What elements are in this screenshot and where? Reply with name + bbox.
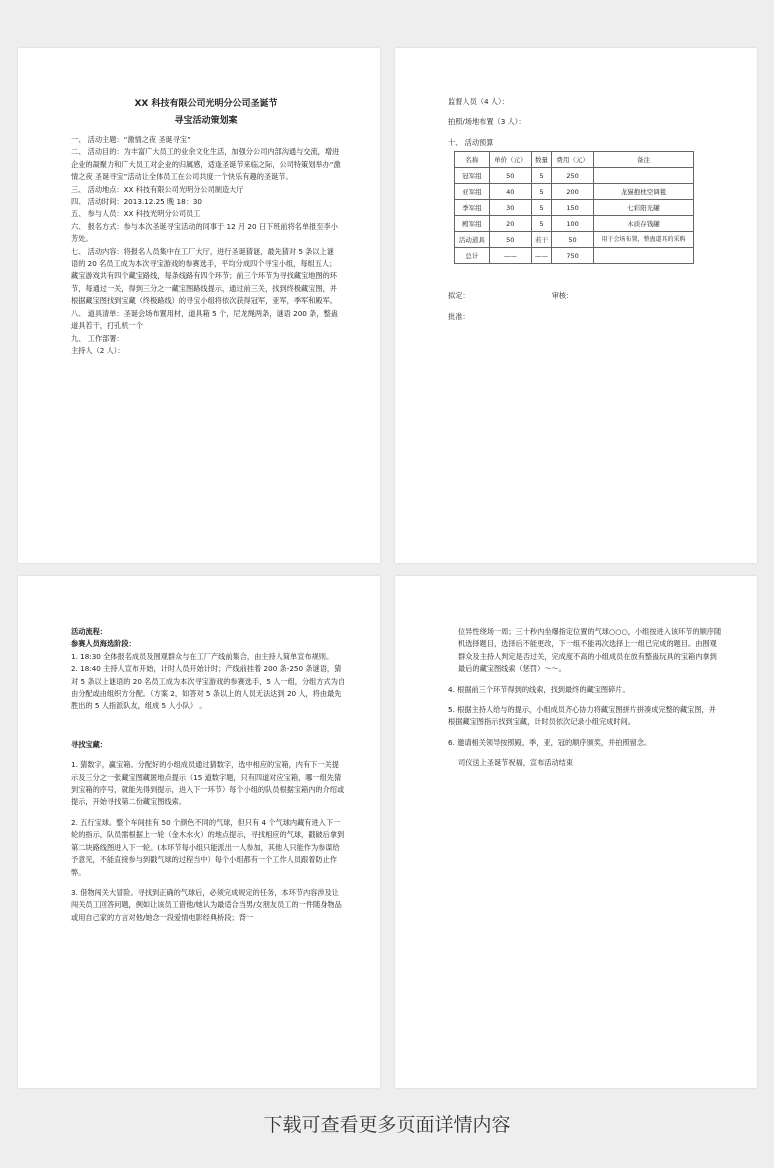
item-theme: 一、 活动主题：“激情之夜 圣诞寻宝”	[71, 135, 191, 144]
supervisors-line: 监督人员（4 人）：	[448, 97, 509, 106]
header-note: 备注	[594, 152, 694, 168]
draft-label: 拟定：	[448, 291, 470, 301]
cell-unit-price: 30	[489, 200, 531, 216]
cell-name: 亚军组	[455, 184, 490, 200]
cell-note: 龙猫抱枕空调毯	[594, 184, 694, 200]
doc-title-line2: 寻宝活动策划案	[174, 116, 238, 126]
cell-cost: 200	[552, 184, 594, 200]
doc-title-line1: XX 科技有限公司光明分公司圣诞节	[134, 99, 278, 109]
item-registration: 六、 报名方式：参与本次圣诞寻宝活动的同事于 12 月 20 日下班前将名单报至李小芳处。	[71, 221, 338, 244]
review-label: 审核：	[551, 291, 574, 301]
document-page-1	[18, 48, 380, 563]
closing-text: 司仪送上圣诞节祝福，宣布活动结束	[458, 758, 574, 768]
document-page-4	[395, 576, 757, 1088]
page-2-content	[448, 96, 718, 323]
cell-quantity: 5	[531, 168, 551, 184]
budget-heading: 十、 活动预算	[448, 137, 494, 147]
item-participants: 五、 参与人员：XX 科技光明分公司员工	[71, 209, 201, 219]
cell-note	[594, 168, 694, 184]
cell-name: 活动道具	[455, 232, 490, 248]
cell-quantity: 5	[531, 200, 551, 216]
cell-unit-price: 50	[489, 168, 531, 184]
phase2-heading: 寻找宝藏：	[71, 739, 107, 749]
item-time: 四、 活动时间：2013.12.25 晚 18：30	[71, 197, 202, 207]
phase2-item: 2. 五行宝球。整个车间挂有 50 个颜色不同的气球，但只有 4 个气球内藏有进入下一轮的指示，队员需根据上一轮（金木水火）的地点提示，寻找相应的气球，戳破后拿到第二块路线图进入下一轮。(本环节每小组只能派出一人参加，其他人只能作为参谋给予意见，不能直接参与到戳气球的过程当中）每个小组都有一个工作人员跟着防止作弊。	[71, 817, 345, 877]
item-host: 主持人（2 人）：	[71, 345, 125, 355]
page-1-content	[71, 96, 341, 357]
cell-quantity: 5	[531, 216, 551, 232]
cell-cost: 150	[552, 200, 594, 216]
phase1-item: 2. 18:40 主持人宣布开始，计时人员开始计时；产线前挂着 200 条-250 条谜语，猜对 5 条以上谜语的 20 名员工成为本次寻宝游戏的参赛选手，5 人一组，分组方式为自由分配或由组织方分配。（方案 2，如答对 5 条以上的人员无法达到 20 人，将由最先胜出的 5 人指派队友，组成 5 人小队） 。	[71, 664, 346, 711]
cell-note: 七彩阳光罐	[594, 200, 694, 216]
phase1-heading: 参赛人员海选阶段：	[71, 639, 136, 649]
cell-note: 用于会场布置，整蛊道具的采购	[594, 232, 694, 248]
photo-line: 拍照/场地布置（3 人）：	[448, 117, 526, 127]
approve-label: 批准：	[448, 311, 470, 321]
cell-cost: 100	[552, 216, 594, 232]
phase2-item: 1. 猜数字，赢宝箱。分配好的小组成员通过猜数字，选中相应的宝箱，内有下一关提示及三分之一张藏宝图藏匿地点提示（15 道数字题，只有四道对应宝箱，哪一组先猜到宝箱的序号，就能先得到提示，进入下一环节）每个小组的队员根据宝箱内的介绍或提示，开始寻找第二份藏宝图线索。	[71, 760, 345, 807]
item-content: 七、 活动内容：将报名人员集中在工厂大厅，进行圣诞猜谜，最先猜对 5 条以上谜语的 20 名员工成为本次寻宝游戏的参赛选手，平均分成四个寻宝小组，每组五人；藏宝游戏共有四个藏宝路线，每条线路有四个环节；前三个环节为寻找藏宝地图的环节，每通过一关，得到三分之一藏宝图路线提示，通过前三关，找到终极藏宝图，并根据藏宝图找到宝藏（终极路线）的寻宝小组将依次获得冠军，亚军，季军和殿军。	[71, 246, 337, 306]
cell-unit-price: ——	[489, 248, 531, 264]
step-item: 5. 根据主持人给与的提示，小组成员齐心协力将藏宝图拼片拼凑成完整的藏宝图，并根据藏宝图指示找到宝藏，计时员依次记录小组完成时间。	[448, 705, 716, 727]
cell-cost: 250	[552, 168, 594, 184]
cell-name: 总计	[455, 248, 490, 264]
cell-name: 殿军组	[455, 216, 490, 232]
item-location: 三、 活动地点：XX 科技有限公司光明分公司制造大厅	[71, 184, 244, 194]
table-row	[455, 200, 694, 216]
cell-unit-price: 50	[489, 232, 531, 248]
item-deployment: 九、 工作部署：	[71, 333, 124, 343]
item-purpose: 二、 活动目的：为丰富广大员工的业余文化生活，加强分公司内部沟通与交流，增进企业的凝聚力和广大员工对企业的归属感，适逢圣诞节来临之际，公司特策划举办“激情之夜 圣诞寻宝”活动让全体员工在公司共度一个快乐有趣的圣诞节。	[71, 147, 341, 182]
header-quantity: 数量	[531, 152, 551, 168]
continuation-text: 位异性绕场一周；三十秒内坐爆指定位置的气球○○○，小组按进入该环节的顺序随机选择题目，选择后不能更改，下一组不能再次选择上一组已完成的题目。由围观群众及主持人判定是否过关，完成度不高的小组成员在放有整蛊玩具的宝箱内拿到最后的藏宝图线索（惩罚）～～。	[458, 627, 722, 674]
table-row	[455, 248, 694, 264]
document-page-3	[18, 576, 380, 1088]
cell-cost: 750	[552, 248, 594, 264]
phase1-item: 1. 18:30 全体报名成员及围观群众与在工厂产线前集合，由主持人简单宣布规则。	[71, 651, 334, 661]
step-item: 6. 邀请相关领导按照殿，季，亚，冠的顺序颁奖，并拍照留念。	[448, 737, 652, 747]
budget-table	[454, 151, 694, 264]
item-props: 八、 道具清单：圣诞会场布置用材，道具箱 5 个，尼龙绳两条，谜语 200 条，整蛊道具若干，打孔机一个	[71, 308, 338, 331]
table-row	[455, 184, 694, 200]
document-page-2	[395, 48, 757, 563]
page-3-content	[71, 626, 346, 924]
cell-name: 冠军组	[455, 168, 490, 184]
cell-quantity: 若干	[531, 232, 551, 248]
cell-unit-price: 40	[489, 184, 531, 200]
page-4-content	[448, 626, 723, 770]
budget-header-row	[455, 152, 694, 168]
signature-row	[448, 290, 718, 302]
cell-name: 季军组	[455, 200, 490, 216]
table-row	[455, 168, 694, 184]
cell-cost: 50	[552, 232, 594, 248]
cell-quantity: 5	[531, 184, 551, 200]
download-more-link[interactable]: 下载可查看更多页面详情内容	[263, 1114, 511, 1136]
table-row	[455, 216, 694, 232]
header-unit-price: 单价（元）	[489, 152, 531, 168]
step-item: 4. 根据前三个环节得到的线索，找到最终的藏宝图碎片。	[448, 684, 630, 694]
table-row	[455, 232, 694, 248]
header-name: 名称	[455, 152, 490, 168]
cell-note: 木质存钱罐	[594, 216, 694, 232]
flow-heading: 活动流程：	[71, 627, 107, 636]
cell-quantity: ——	[531, 248, 551, 264]
phase2-item: 3. 借物闯关大冒险。寻找到正确的气球后，必须完成规定的任务，本环节内容涉及让闯关员工回答问题，例如让该员工借他/她认为最适合当男/女朋友员工的一件随身物品或用自己家的方言对他/她念一段爱情电影经典桥段；背一	[71, 887, 342, 922]
cell-note	[594, 248, 694, 264]
header-cost: 费用（元）	[552, 152, 594, 168]
cell-unit-price: 20	[489, 216, 531, 232]
